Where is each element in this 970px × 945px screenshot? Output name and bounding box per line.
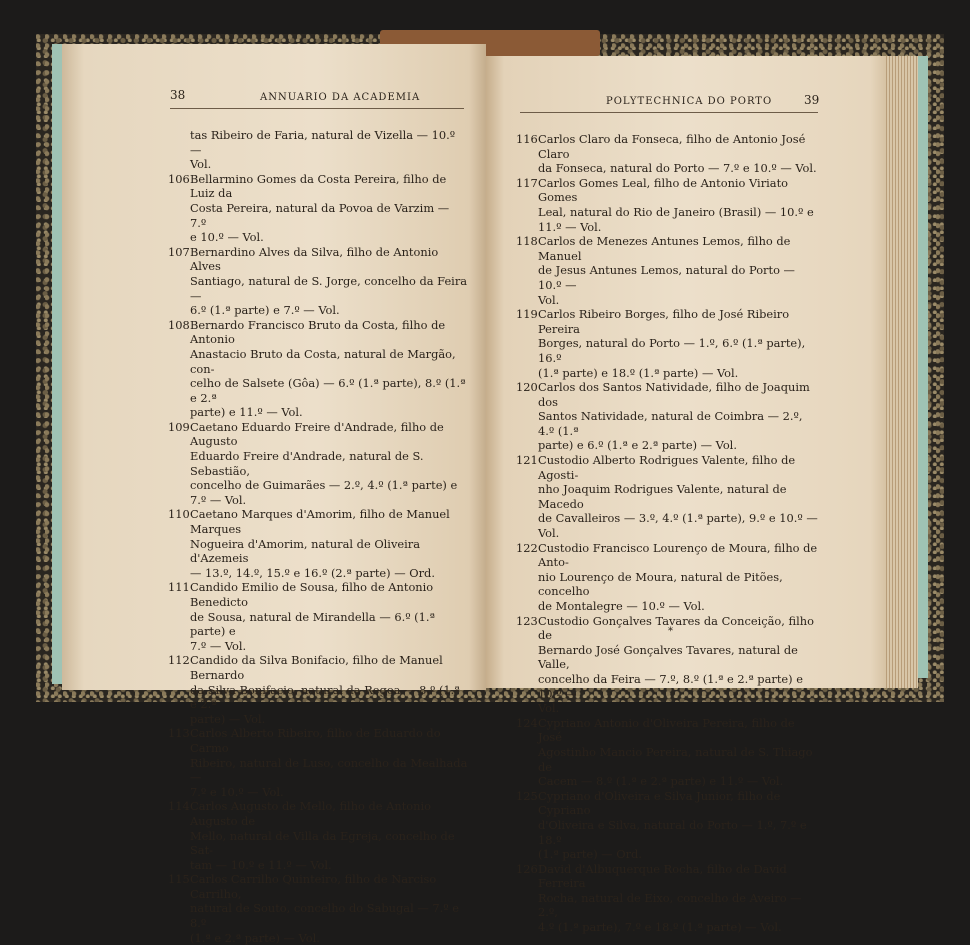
list-item [516,862,818,935]
entry-line: Eduardo Freire d'Andrade, natural de S. Sebastião, [190,449,424,478]
entry-line: Candido da Silva Bonifacio, filho de Manuel Bernardo [190,653,443,682]
list-item [168,580,468,653]
entry-line: d'Oliveira e Silva, natural do Porto — 1.º, 7.º e 18.º [538,817,807,847]
entry-line: 4.º (1.ª parte), 7.º e 18.º (1.ª parte) — Vol. [538,920,782,935]
entry-line: Carlos Claro da Fonseca, filho de Antonio José Claro [538,132,806,161]
list-item [516,789,818,862]
entry-number: 117 [516,175,538,190]
list-item [516,176,818,234]
entry-line: Santiago, natural de S. Jorge, concelho da Feira — [190,273,468,303]
list-item [516,307,818,380]
header-rule [170,108,464,109]
entry-line: de Sousa, natural de Mirandella — 6.º (1.ª parte) e [190,609,435,639]
stacked-page-edges [884,56,918,688]
list-item [516,716,818,789]
entry-number: 126 [516,861,538,876]
entry-line: Cacem — 8.º (1.ª e 2.ª parte) e 11.º — Vol. [538,774,784,789]
list-item [516,132,818,176]
list-item [168,172,468,245]
entry-line: Cypriano d'Oliveira e Silva Junior, filho de Cypriano [538,788,781,818]
entry-line: parte) e 6.º (1.ª e 2.ª parte) — Vol. [538,438,737,453]
list-item [168,799,468,872]
entry-line: Vol. [190,157,212,172]
entry-line: Caetano Marques d'Amorim, filho de Manuel Marques [190,507,450,537]
entry-number: 113 [168,726,190,741]
list-item [516,541,818,614]
entry-number: 122 [516,540,538,555]
entry-line: Nogueira d'Amorim, natural de Oliveira d'Azemeis [190,536,421,566]
entry-line: Candido Emilio de Sousa, filho de Antonio Benedicto [190,580,434,609]
entry-line: Carlos de Menezes Antunes Lemos, filho de Manuel [538,234,791,263]
entry-line: Carlos Augusto de Mello, filho de Antonio Augusto de [190,799,431,828]
entry-number: 106 [168,171,190,186]
entry-line: Carlos Ribeiro Borges, filho de José Ribeiro Pereira [538,307,790,336]
entry-line: parte) — Vol. [190,711,266,726]
entry-line: de Jesus Antunes Lemos, natural do Porto — 10.º — [538,263,795,292]
entry-number: 116 [516,132,538,146]
entry-number: 112 [168,653,190,668]
entry-line: de Montalegre — 10.º — Vol. [538,599,705,613]
entry-line: da Fonseca, natural do Porto — 7.º e 10.º — Vol. [538,161,817,176]
entry-line: — 13.º, 14.º, 15.º e 16.º (2.ª parte) — Ord. [190,565,435,580]
entry-line: Custodio Gonçalves Tavares da Conceição, filho de [538,613,814,643]
entry-line: nho Joaquim Rodrigues Valente, natural de Macedo [538,482,787,511]
entry-line: de Cavalleiros — 3.º, 4.º (1.ª parte), 9.º e 10.º — Vol. [538,511,818,541]
left-page [62,44,486,945]
list-item [168,420,468,508]
entry-number: 118 [516,234,538,249]
entry-number: 108 [168,317,190,332]
list-item [516,453,818,541]
entry-line: 7.º e 10.º — Vol. [190,784,284,799]
entry-line: celho de Salsete (Gôa) — 6.º (1.ª parte), 8.º (1.ª e 2.ª [190,376,466,405]
entry-number: 107 [168,244,190,259]
entry-line: David d'Albuquerque Rocha, filho de David Ferreira [538,861,787,891]
entry-line: 7.º — Vol. [190,638,247,653]
list-item [168,726,468,799]
running-head: ANNUARIO DA ACADEMIA [260,92,421,103]
list-item [516,234,818,307]
entry-line: Ribeiro, natural de Luso, concelho da Mealhada — [190,755,468,785]
entry-line: concelho de Guimarães — 2.º, 4.º (1.ª parte) e 7.º — Vol. [190,478,458,507]
entry-line: concelho da Feira — 7.º, 8.º (1.ª e 2.ª parte) e 10.º — [538,671,803,701]
entry-number: 111 [168,580,190,595]
list-item [168,872,468,945]
entry-number: 119 [516,307,538,322]
entry-list [168,128,468,945]
list-item [168,507,468,580]
entry-number: 110 [168,507,190,522]
entry-line: Costa Pereira, natural da Povoa de Varzim — 7.º [190,200,450,230]
entry-line: Bellarmino Gomes da Costa Pereira, filho de Luiz da [190,171,447,201]
list-item [168,653,468,726]
entry-line: Carlos Alberto Ribeiro, filho de Eduardo do Carmo [190,726,441,755]
entry-number: 120 [516,380,538,395]
page-number: 38 [170,88,186,102]
entry-number: 114 [168,799,190,814]
header-rule [520,112,818,113]
entry-line: parte) e 11.º — Vol. [190,405,303,420]
entry-line: Mello, natural de Villa da Egreja, concelho de Sat- [190,828,455,858]
entry-line: Carlos Carrilho Quinteiro, filho de Narciso Carrilho, [190,872,437,901]
entry-line: da Silva Bonifacio, natural da Regoa — 8.º (1.ª e 2.ª [190,682,460,712]
running-head: POLYTECHNICA DO PORTO [606,96,773,107]
entry-line: Bernardo José Gonçalves Tavares, natural de Valle, [538,642,798,672]
entry-line: Cypriano Antonio d'Oliveira Pereira, filho de José [538,715,795,745]
entry-line: (1.ª e 2.ª parte) — Vol. [190,930,320,945]
list-item [516,380,818,453]
list-item [516,614,818,716]
entry-list [516,132,818,935]
list-item [168,245,468,318]
entry-line: Borges, natural do Porto — 1.º, 6.º (1.ª parte), 16.º [538,336,806,365]
entry-number: 124 [516,715,538,730]
entry-line: Bernardo Francisco Bruto da Costa, filho de Antonio [190,317,446,347]
entry-line: (1.ª parte) e 18.º (1.ª parte) — Vol. [538,365,739,380]
entry-line: nio Lourenço de Moura, natural de Pitões, concelho [538,569,783,599]
signature-mark: * [668,626,673,637]
entry-line: Agostinho Mancio Pereira, natural de S. Thiago de [538,744,813,774]
entry-line: Custodio Francisco Lourenço de Moura, filho de Anto- [538,540,818,570]
entry-number: 115 [168,872,190,887]
entry-line: (1.ª parte) — Ord. [538,847,642,862]
list-item [168,318,468,420]
page-number: 39 [804,93,820,107]
entry-number: 109 [168,419,190,434]
entry-line: Carlos dos Santos Natividade, filho de Joaquim dos [538,380,810,409]
entry-line: Rocha, natural de Eixo, concelho de Aveiro — 2.º, [538,890,802,920]
entry-line: e 10.º — Vol. [190,230,264,245]
entry-number: 121 [516,453,538,468]
entry-line: Bernardino Alves da Silva, filho de Antonio Alves [190,244,439,274]
entry-line: Vol. [538,292,560,307]
entry-line: 6.º (1.ª parte) e 7.º — Vol. [190,303,340,318]
entry-line: Custodio Alberto Rodrigues Valente, filho de Agosti- [538,453,796,482]
entry-line: Leal, natural do Rio de Janeiro (Brasil) — 10.º e [538,204,814,219]
entry-number: 123 [516,613,538,628]
entry-line: tam — 10.º e 11.º — Vol. [190,857,332,872]
entry-line: Carlos Gomes Leal, filho de Antonio Viriato Gomes [538,175,789,205]
entry-number: 125 [516,788,538,803]
entry-line: natural de Souto, concelho do Sabugal — 7.º e 8.º [190,901,459,931]
list-item [168,128,468,172]
entry-line: tas Ribeiro de Faria, natural de Vizella — 10.º — [190,128,456,157]
entry-line: Anastacio Bruto da Costa, natural de Margão, con- [190,346,456,376]
entry-line: 11.º — Vol. [538,219,602,234]
entry-line: Caetano Eduardo Freire d'Andrade, filho de Augusto [190,419,444,449]
entry-line: Vol. [538,701,560,716]
right-page [486,56,886,935]
entry-line: Santos Natividade, natural de Coimbra — 2.º, 4.º (1.ª [538,409,803,438]
